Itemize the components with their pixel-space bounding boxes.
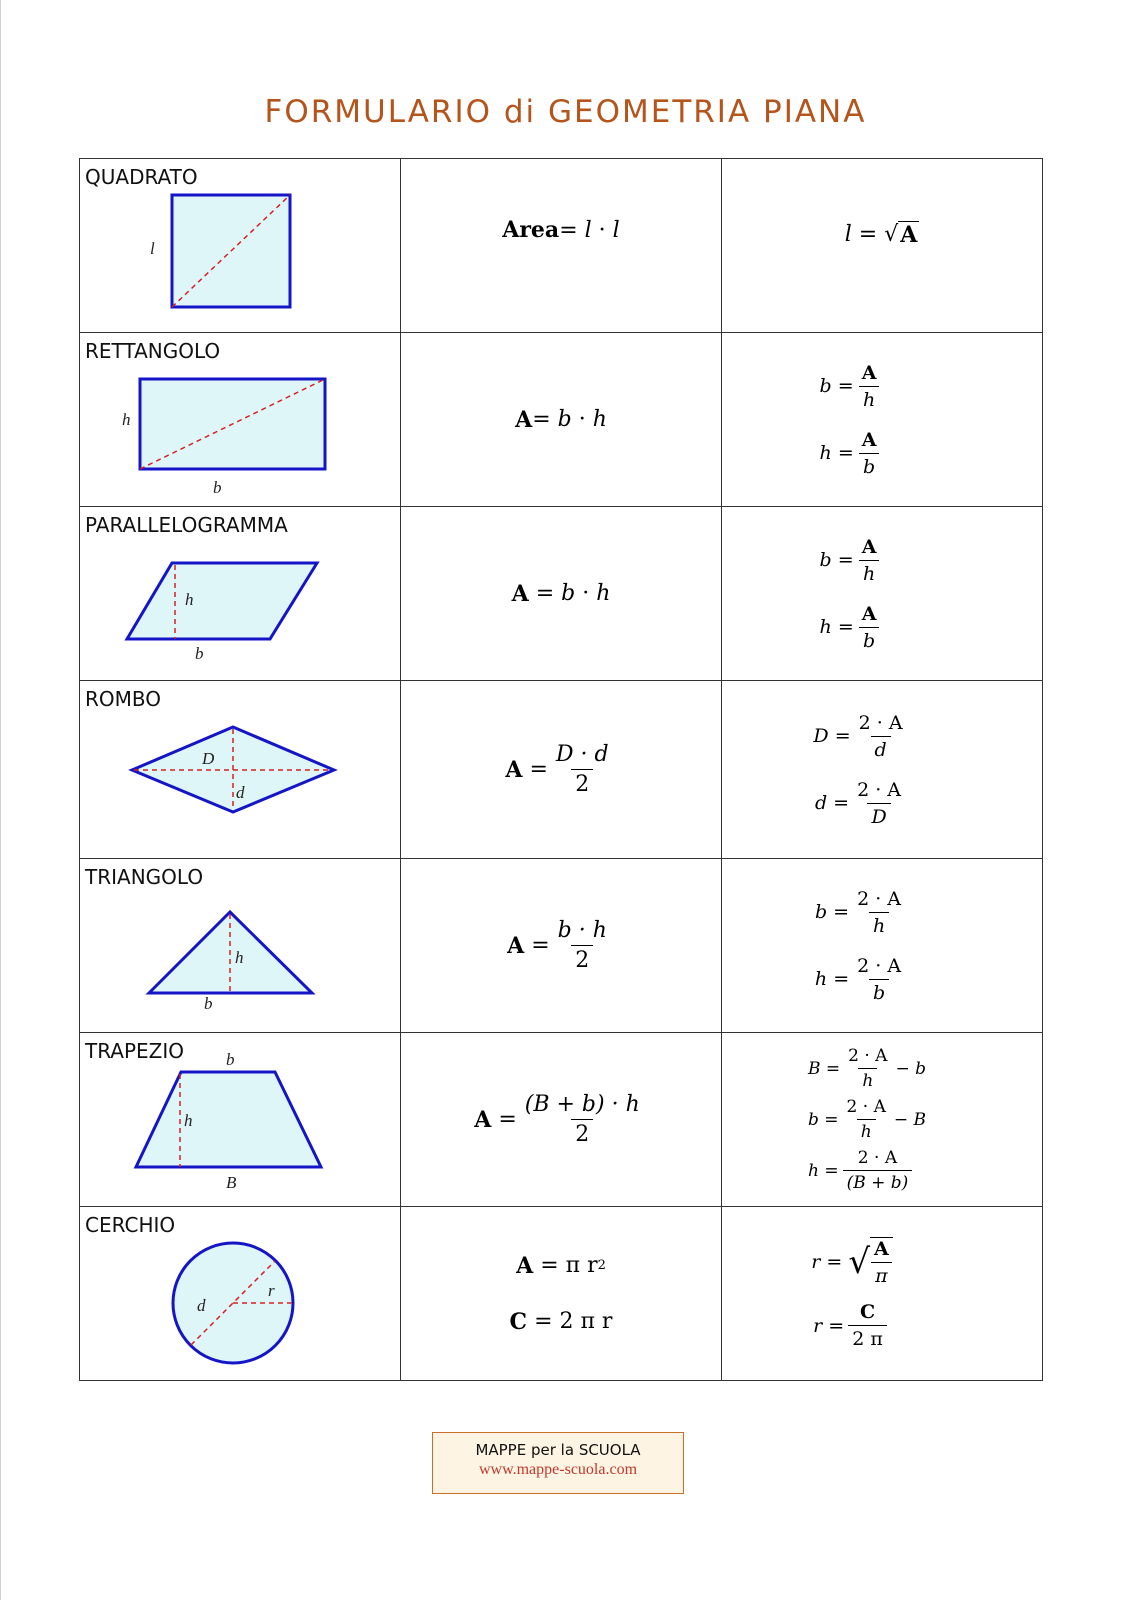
shape-name: RETTANGOLO bbox=[85, 339, 221, 363]
numerator: A bbox=[861, 361, 877, 384]
lhs: h bbox=[814, 968, 828, 990]
area-cell bbox=[401, 333, 722, 507]
op: · bbox=[578, 407, 586, 432]
area-formula bbox=[474, 1092, 648, 1147]
denominator: 2 bbox=[571, 945, 593, 973]
fraction bbox=[853, 955, 905, 1004]
label-h: h bbox=[184, 1111, 193, 1130]
denominator: b bbox=[859, 453, 879, 478]
inverse-formula bbox=[815, 888, 909, 937]
fraction bbox=[843, 1148, 913, 1193]
numerator: 2 · A bbox=[857, 954, 902, 977]
inverse-formula bbox=[808, 1148, 916, 1193]
denominator: h bbox=[859, 386, 879, 411]
brand-mappe: MAPPE bbox=[475, 1441, 527, 1459]
inverse-formula bbox=[815, 779, 909, 828]
lhs: h bbox=[819, 616, 832, 638]
trapezoid-shape bbox=[136, 1072, 321, 1167]
numerator: 2 · A bbox=[858, 711, 903, 734]
sqrt bbox=[848, 1237, 892, 1287]
numerator: 2 · A bbox=[857, 778, 902, 801]
shape-cell bbox=[80, 1033, 401, 1207]
area-cell bbox=[401, 1207, 722, 1381]
area-label: A bbox=[507, 932, 525, 959]
sqrt bbox=[884, 221, 919, 248]
inverse-formula bbox=[820, 362, 885, 411]
lhs: b bbox=[814, 901, 828, 923]
inverse-formula bbox=[820, 429, 885, 478]
label-h: h bbox=[235, 948, 244, 967]
area-label: Area bbox=[502, 217, 560, 243]
var: b bbox=[557, 407, 572, 432]
circle-figure bbox=[80, 1207, 400, 1381]
circumference-formula bbox=[510, 1309, 613, 1335]
lhs: b bbox=[819, 549, 832, 571]
area-label: A bbox=[474, 1106, 492, 1133]
fraction bbox=[554, 918, 611, 973]
footer-url-link[interactable]: www.mappe-scuola.com bbox=[478, 1461, 638, 1478]
label-side: l bbox=[150, 239, 155, 258]
eq-sign: = bbox=[826, 1251, 843, 1273]
eq-sign: = bbox=[559, 217, 578, 243]
eq-sign: = bbox=[837, 549, 854, 571]
inverse-formula bbox=[845, 221, 920, 248]
var: b bbox=[561, 581, 576, 606]
shape-name: TRAPEZIO bbox=[85, 1039, 185, 1063]
area-cell bbox=[401, 159, 722, 333]
denominator: h bbox=[857, 1119, 876, 1142]
area-formula bbox=[502, 217, 619, 243]
footer-brand bbox=[433, 1441, 683, 1459]
numerator: A bbox=[861, 535, 877, 558]
var: l bbox=[612, 217, 620, 243]
sqrt-icon: √ bbox=[884, 222, 899, 247]
row-parallelogramma bbox=[80, 507, 1043, 681]
inverse-cell bbox=[722, 1033, 1043, 1207]
eq-sign: = bbox=[529, 757, 548, 782]
formula-table bbox=[79, 158, 1043, 1381]
fraction bbox=[858, 429, 881, 478]
denominator: h bbox=[858, 1068, 877, 1091]
shape-name: TRIANGOLO bbox=[85, 865, 204, 889]
numerator: A bbox=[861, 428, 877, 451]
inverse-cell bbox=[722, 159, 1043, 333]
fraction bbox=[858, 536, 881, 585]
lhs: r bbox=[811, 1251, 821, 1273]
inverse-cell bbox=[722, 333, 1043, 507]
denominator: b bbox=[869, 979, 889, 1004]
denominator: h bbox=[859, 560, 879, 585]
label-b: b bbox=[204, 994, 213, 1013]
fraction bbox=[848, 1301, 887, 1350]
exponent: 2 bbox=[597, 1258, 606, 1273]
area-formula bbox=[512, 581, 611, 607]
var: h bbox=[592, 407, 607, 432]
shape-name: ROMBO bbox=[85, 687, 162, 711]
area-formula bbox=[505, 742, 616, 797]
inverse-formula bbox=[808, 1046, 926, 1091]
square-figure bbox=[80, 159, 400, 333]
brand-scuola: SCUOLA bbox=[578, 1441, 641, 1459]
area-formula bbox=[507, 918, 615, 973]
inverse-formula bbox=[820, 603, 885, 652]
var: h bbox=[596, 581, 611, 606]
tail-term: − b bbox=[895, 1058, 926, 1079]
eq-sign: = bbox=[833, 792, 850, 814]
inverse-formula bbox=[820, 536, 885, 585]
label-B: B bbox=[226, 1173, 237, 1192]
lhs: h bbox=[819, 442, 832, 464]
lhs: b bbox=[808, 1109, 819, 1130]
label-r: r bbox=[268, 1281, 275, 1300]
op: · bbox=[582, 581, 590, 606]
denominator: d bbox=[871, 736, 891, 761]
eq-sign: = bbox=[834, 725, 851, 747]
numerator: 2 · A bbox=[846, 1097, 886, 1117]
numerator: C bbox=[859, 1301, 876, 1323]
fraction bbox=[843, 1097, 890, 1142]
area-label: A bbox=[516, 1252, 534, 1279]
eq-sign: = bbox=[833, 968, 850, 990]
inverse-formula bbox=[813, 712, 910, 761]
lhs: b bbox=[819, 375, 832, 397]
eq-sign: = bbox=[824, 1109, 839, 1130]
area-label: A bbox=[511, 580, 529, 607]
shape-cell bbox=[80, 159, 401, 333]
numerator: 2 · A bbox=[848, 1046, 888, 1066]
footer-badge bbox=[432, 1432, 684, 1494]
inverse-formula bbox=[811, 1237, 893, 1287]
page-title: FORMULARIO di GEOMETRIA PIANA bbox=[264, 94, 867, 130]
fraction bbox=[855, 712, 907, 761]
denominator: 2 bbox=[571, 769, 593, 797]
eq-sign: = π r bbox=[540, 1253, 598, 1278]
numerator: (B + b) · h bbox=[524, 1092, 640, 1117]
denominator: π bbox=[871, 1262, 892, 1287]
numerator: b · h bbox=[557, 918, 607, 943]
rectangle-figure bbox=[80, 333, 400, 507]
radicand: A bbox=[900, 222, 918, 248]
area-label: A bbox=[515, 406, 533, 433]
eq-sign: = bbox=[825, 1058, 841, 1079]
inverse-formula bbox=[808, 1097, 926, 1142]
fraction bbox=[858, 603, 881, 652]
eq-sign: = bbox=[535, 581, 555, 606]
denominator: 2 π bbox=[848, 1325, 887, 1350]
eq-sign: = bbox=[858, 222, 878, 247]
inverse-formula bbox=[813, 1301, 891, 1350]
op: · bbox=[598, 217, 606, 243]
row-rombo bbox=[80, 681, 1043, 859]
eq-sign: = bbox=[837, 616, 854, 638]
area-cell bbox=[401, 681, 722, 859]
sqrt-icon: √ bbox=[848, 1242, 871, 1282]
fraction bbox=[870, 1237, 893, 1287]
eq-sign: = bbox=[824, 1160, 839, 1181]
label-d: d bbox=[236, 783, 245, 802]
tail-term: − B bbox=[893, 1109, 926, 1130]
area-formula bbox=[515, 407, 607, 433]
fraction bbox=[521, 1092, 644, 1147]
page-edge bbox=[0, 0, 1, 1600]
row-trapezio bbox=[80, 1033, 1043, 1207]
inverse-cell bbox=[722, 507, 1043, 681]
lhs: B bbox=[808, 1058, 821, 1079]
denominator: 2 bbox=[571, 1119, 593, 1147]
row-cerchio bbox=[80, 1207, 1043, 1381]
denominator: D bbox=[867, 803, 890, 828]
lhs: D bbox=[813, 725, 829, 747]
lhs: d bbox=[814, 792, 828, 814]
shape-cell bbox=[80, 859, 401, 1033]
parallelogram-shape bbox=[127, 563, 317, 639]
eq-sign: = bbox=[828, 1314, 845, 1337]
row-triangolo bbox=[80, 859, 1043, 1033]
numerator: A bbox=[874, 1238, 889, 1260]
row-rettangolo bbox=[80, 333, 1043, 507]
label-h: h bbox=[185, 590, 194, 609]
triangle-figure bbox=[80, 859, 400, 1033]
label-b: b bbox=[213, 478, 222, 497]
shape-cell bbox=[80, 333, 401, 507]
eq-sign: = bbox=[833, 901, 850, 923]
numerator: 2 · A bbox=[857, 887, 902, 910]
brand-per-la: per la bbox=[526, 1441, 579, 1459]
numerator: A bbox=[861, 602, 877, 625]
area-cell bbox=[401, 507, 722, 681]
shape-cell bbox=[80, 507, 401, 681]
parallelogram-figure bbox=[80, 507, 400, 681]
denominator: h bbox=[869, 912, 889, 937]
denominator: (B + b) bbox=[843, 1170, 913, 1193]
area-cell bbox=[401, 1033, 722, 1207]
shape-cell bbox=[80, 681, 401, 859]
fraction bbox=[853, 779, 905, 828]
inverse-cell bbox=[722, 681, 1043, 859]
area-cell bbox=[401, 859, 722, 1033]
inverse-cell bbox=[722, 859, 1043, 1033]
lhs: l bbox=[844, 222, 852, 247]
label-d: d bbox=[197, 1296, 206, 1315]
eq-sign: = bbox=[837, 375, 854, 397]
rhombus-figure bbox=[80, 681, 400, 859]
shape-name: PARALLELOGRAMMA bbox=[85, 513, 288, 537]
inverse-cell bbox=[722, 1207, 1043, 1381]
label-b: b bbox=[195, 644, 204, 663]
area-label: A bbox=[505, 756, 523, 783]
lhs: r bbox=[813, 1314, 823, 1337]
denominator: b bbox=[859, 627, 879, 652]
shape-name: QUADRATO bbox=[85, 165, 198, 189]
numerator: D · d bbox=[555, 742, 609, 767]
fraction bbox=[844, 1046, 891, 1091]
label-h: h bbox=[122, 410, 131, 429]
trapezoid-figure bbox=[80, 1033, 400, 1207]
eq-sign: = bbox=[498, 1107, 517, 1132]
shape-name: CERCHIO bbox=[85, 1213, 176, 1237]
label-b: b bbox=[226, 1050, 235, 1069]
area-formula bbox=[516, 1253, 606, 1279]
eq-sign: = bbox=[837, 442, 854, 464]
shape-cell bbox=[80, 1207, 401, 1381]
lhs: h bbox=[808, 1160, 819, 1181]
eq-sign: = 2 π r bbox=[534, 1309, 613, 1334]
label-D: D bbox=[202, 749, 215, 768]
numerator: 2 · A bbox=[857, 1148, 898, 1168]
row-quadrato bbox=[80, 159, 1043, 333]
inverse-formula bbox=[815, 955, 909, 1004]
var: l bbox=[584, 217, 592, 243]
fraction bbox=[552, 742, 613, 797]
eq-sign: = bbox=[531, 933, 550, 958]
fraction bbox=[853, 888, 905, 937]
circumference-label: C bbox=[509, 1308, 528, 1335]
fraction bbox=[858, 362, 881, 411]
eq-sign: = bbox=[532, 407, 551, 432]
